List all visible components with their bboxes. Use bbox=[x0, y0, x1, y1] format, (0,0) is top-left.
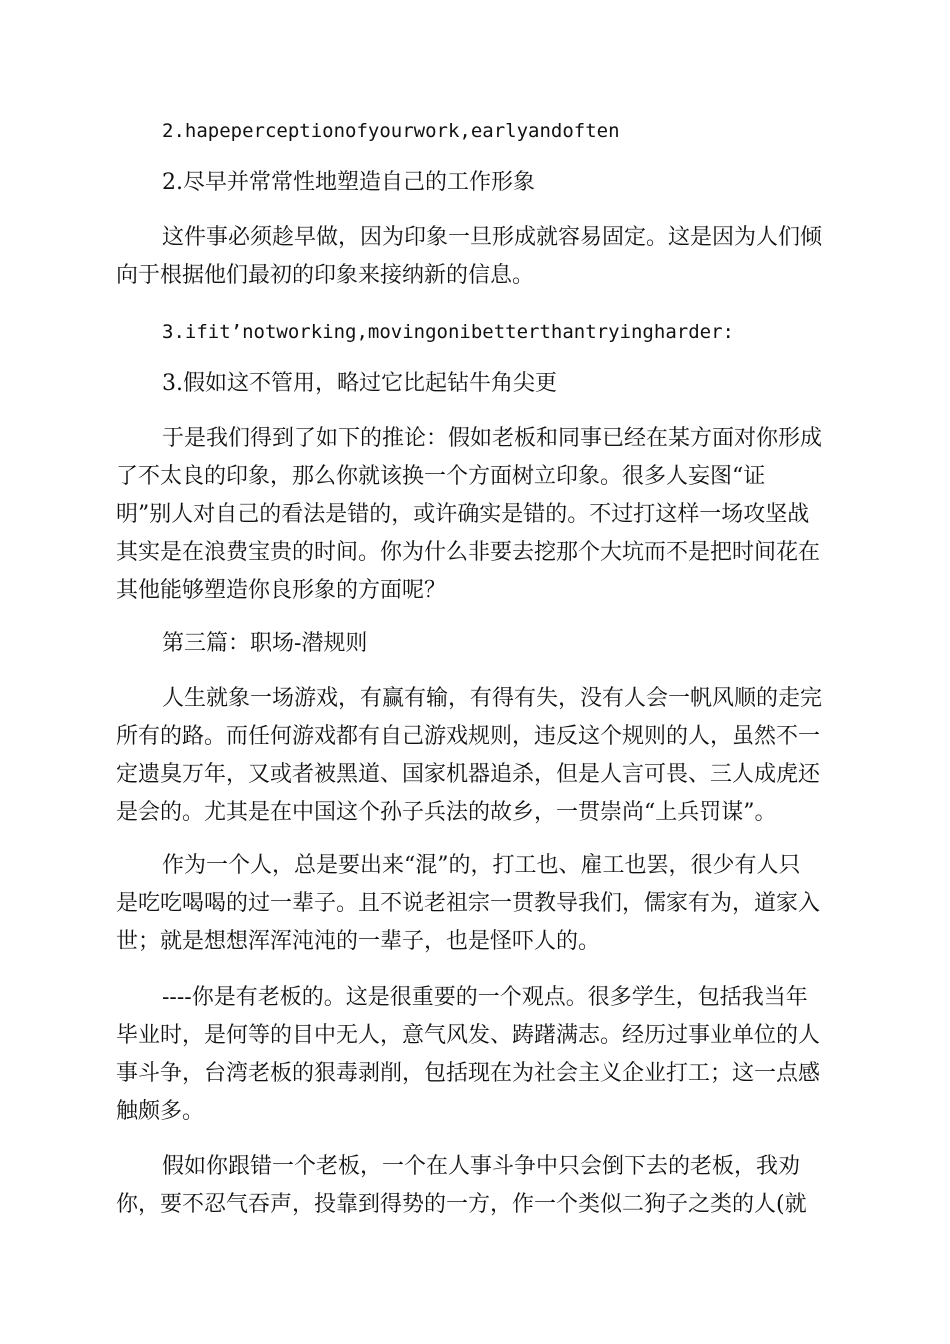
paragraph-3-line-4: 是会的。尤其是在中国这个孙子兵法的故乡，一贯崇尚“上兵罚谋”。 bbox=[116, 800, 777, 825]
paragraph-4-line-1: 作为一个人，总是要出来“混”的，打工也、雇工也罢，很少有人只 bbox=[162, 853, 801, 878]
english-heading-3: 3.ifit’notworking,movingonibetterthantryingharder: bbox=[162, 321, 734, 343]
paragraph-2-line-1: 于是我们得到了如下的推论：假如老板和同事已经在某方面对你形成 bbox=[162, 426, 823, 451]
paragraph-5-line-1: ----你是有老板的。这是很重要的一个观点。很多学生，包括我当年 bbox=[162, 985, 808, 1010]
paragraph-5-line-3: 事斗争，台湾老板的狠毒剥削，包括现在为社会主义企业打工；这一点感 bbox=[116, 1061, 821, 1086]
paragraph-3-line-1: 人生就象一场游戏，有赢有输，有得有失，没有人会一帆风顺的走完 bbox=[162, 686, 823, 711]
paragraph-4-line-3: 世；就是想想浑浑沌沌的一辈子，也是怪吓人的。 bbox=[116, 929, 601, 954]
section-heading-3: 第三篇：职场-潜规则 bbox=[162, 631, 368, 656]
chinese-heading-2: 2.尽早并常常性地塑造自己的工作形象 bbox=[162, 170, 535, 195]
paragraph-3-line-2: 所有的路。而任何游戏都有自己游戏规则，违反这个规则的人，虽然不一 bbox=[116, 724, 821, 749]
paragraph-1-line-1: 这件事必须趁早做，因为印象一旦形成就容易固定。这是因为人们倾 bbox=[162, 225, 823, 250]
chinese-heading-3: 3.假如这不管用，略过它比起钻牛角尖更 bbox=[162, 371, 557, 396]
paragraph-4-line-2: 是吃吃喝喝的过一辈子。且不说老祖宗一贯教导我们，儒家有为，道家入 bbox=[116, 891, 821, 916]
paragraph-6-line-2: 你，要不忍气吞声，投靠到得势的一方，作一个类似二狗子之类的人(就 bbox=[116, 1192, 807, 1217]
paragraph-2-line-5: 其他能够塑造你良形象的方面呢？ bbox=[116, 578, 447, 603]
paragraph-2-line-4: 其实是在浪费宝贵的时间。你为什么非要去挖那个大坑而不是把时间花在 bbox=[116, 540, 821, 565]
paragraph-5-line-4: 触颇多。 bbox=[116, 1099, 205, 1124]
paragraph-6-line-1: 假如你跟错一个老板，一个在人事斗争中只会倒下去的老板，我劝 bbox=[162, 1154, 801, 1179]
paragraph-5-line-2: 毕业时，是何等的目中无人，意气风发、踌躇满志。经历过事业单位的人 bbox=[116, 1023, 821, 1048]
paragraph-3-line-3: 定遗臭万年，又或者被黑道、国家机器追杀，但是人言可畏、三人成虎还 bbox=[116, 762, 821, 787]
paragraph-2-line-2: 了不太良的印象，那么你就该换一个方面树立印象。很多人妄图“证 bbox=[116, 464, 766, 489]
paragraph-2-line-3: 明”别人对自己的看法是错的，或许确实是错的。不过打这样一场攻坚战 bbox=[116, 502, 810, 527]
english-heading-2: 2.hapeperceptionofyourwork,earlyandoften bbox=[162, 120, 620, 142]
paragraph-1-line-2: 向于根据他们最初的印象来接纳新的信息。 bbox=[116, 263, 535, 288]
